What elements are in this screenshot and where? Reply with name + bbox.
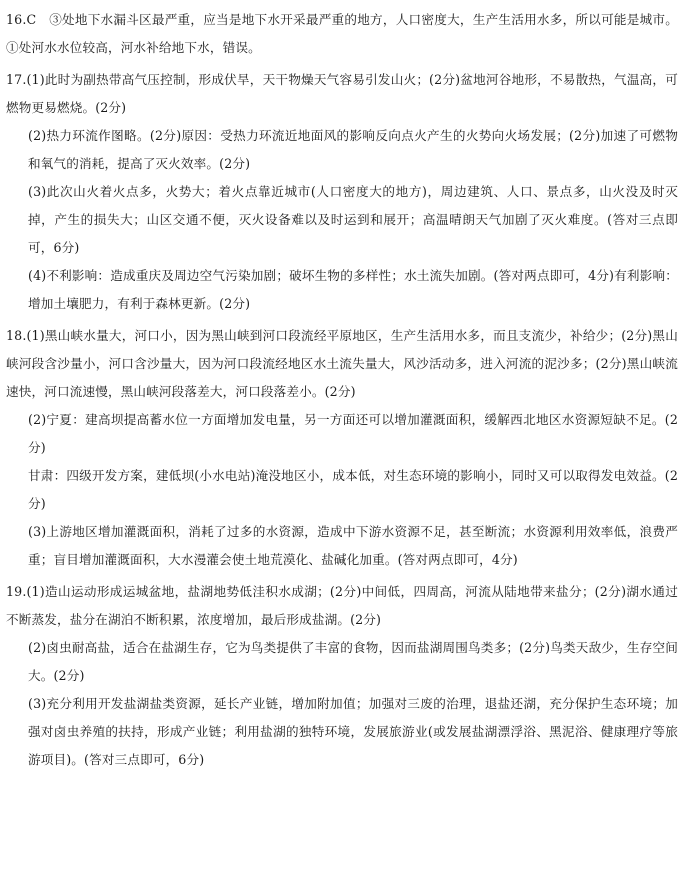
answer-16: 16.C ③处地下水漏斗区最严重，应当是地下水开采最严重的地方，人口密度大，生产生活用水多，所以可能是城市。①处河水水位较高，河水补给地下水，错误。	[6, 12, 678, 55]
answer-17-2: (2)热力环流作图略。(2分)原因：受热力环流近地面风的影响反向点火产生的火势向火场发展；(2分)加速了可燃物和氧气的消耗，提高了灭火效率。(2分)	[28, 128, 678, 171]
answer-18-2-ningxia: (2)宁夏：建高坝提高蓄水位一方面增加发电量，另一方面还可以增加灌溉面积，缓解西北地区水资源短缺不足。(2分)	[28, 412, 678, 455]
answer-17-3: (3)此次山火着火点多，火势大；着火点靠近城市(人口密度大的地方)，周边建筑、人口、景点多，山火没及时灭掉，产生的损失大；山区交通不便，灭火设备难以及时运到和展开；高温晴朗天气加剧了灭火难度。(答对三点即可，6分)	[28, 184, 678, 255]
answer-17-1: 17.(1)此时为副热带高气压控制，形成伏旱，天干物燥天气容易引发山火；(2分)盆地河谷地形，不易散热，气温高，可燃物更易燃烧。(2分)	[6, 72, 678, 115]
answer-18-3: (3)上游地区增加灌溉面积，消耗了过多的水资源，造成中下游水资源不足，甚至断流；水资源利用效率低，浪费严重；盲目增加灌溉面积，大水漫灌会使土地荒漠化、盐碱化加重。(答对两点即可，4分)	[28, 524, 678, 567]
answer-19-2: (2)卤虫耐高盐，适合在盐湖生存，它为鸟类提供了丰富的食物，因而盐湖周围鸟类多；(2分)鸟类天敌少，生存空间大。(2分)	[28, 640, 678, 683]
answer-18-2-gansu: 甘肃：四级开发方案，建低坝(小水电站)淹没地区小，成本低，对生态环境的影响小，同时又可以取得发电效益。(2分)	[28, 468, 678, 511]
answer-19-1: 19.(1)造山运动形成运城盆地，盐湖地势低洼积水成湖；(2分)中间低，四周高，河流从陆地带来盐分；(2分)湖水通过不断蒸发，盐分在湖泊不断积累，浓度增加，最后形成盐湖。(2分)	[6, 584, 678, 627]
answer-19-3: (3)充分利用开发盐湖盐类资源，延长产业链，增加附加值；加强对三废的治理，退盐还湖，充分保护生态环境；加强对卤虫养殖的扶持，形成产业链；利用盐湖的独特环境，发展旅游业(或发展盐湖漂浮浴、黑泥浴、健康理疗等旅游项目)。(答对三点即可，6分)	[28, 696, 678, 767]
answer-18-1: 18.(1)黑山峡水量大，河口小，因为黑山峡到河口段流经平原地区，生产生活用水多，而且支流少，补给少；(2分)黑山峡河段含沙量小，河口含沙量大，因为河口段流经地区水土流失量大，风沙活动多，进入河流的泥沙多；(2分)黑山峡流速快，河口流速慢，黑山峡河段落差大，河口段落差小。(2分)	[6, 328, 678, 399]
answer-17-4: (4)不利影响：造成重庆及周边空气污染加剧；破坏生物的多样性；水土流失加剧。(答对两点即可，4分)有利影响：增加土壤肥力，有利于森林更新。(2分)	[28, 268, 678, 311]
